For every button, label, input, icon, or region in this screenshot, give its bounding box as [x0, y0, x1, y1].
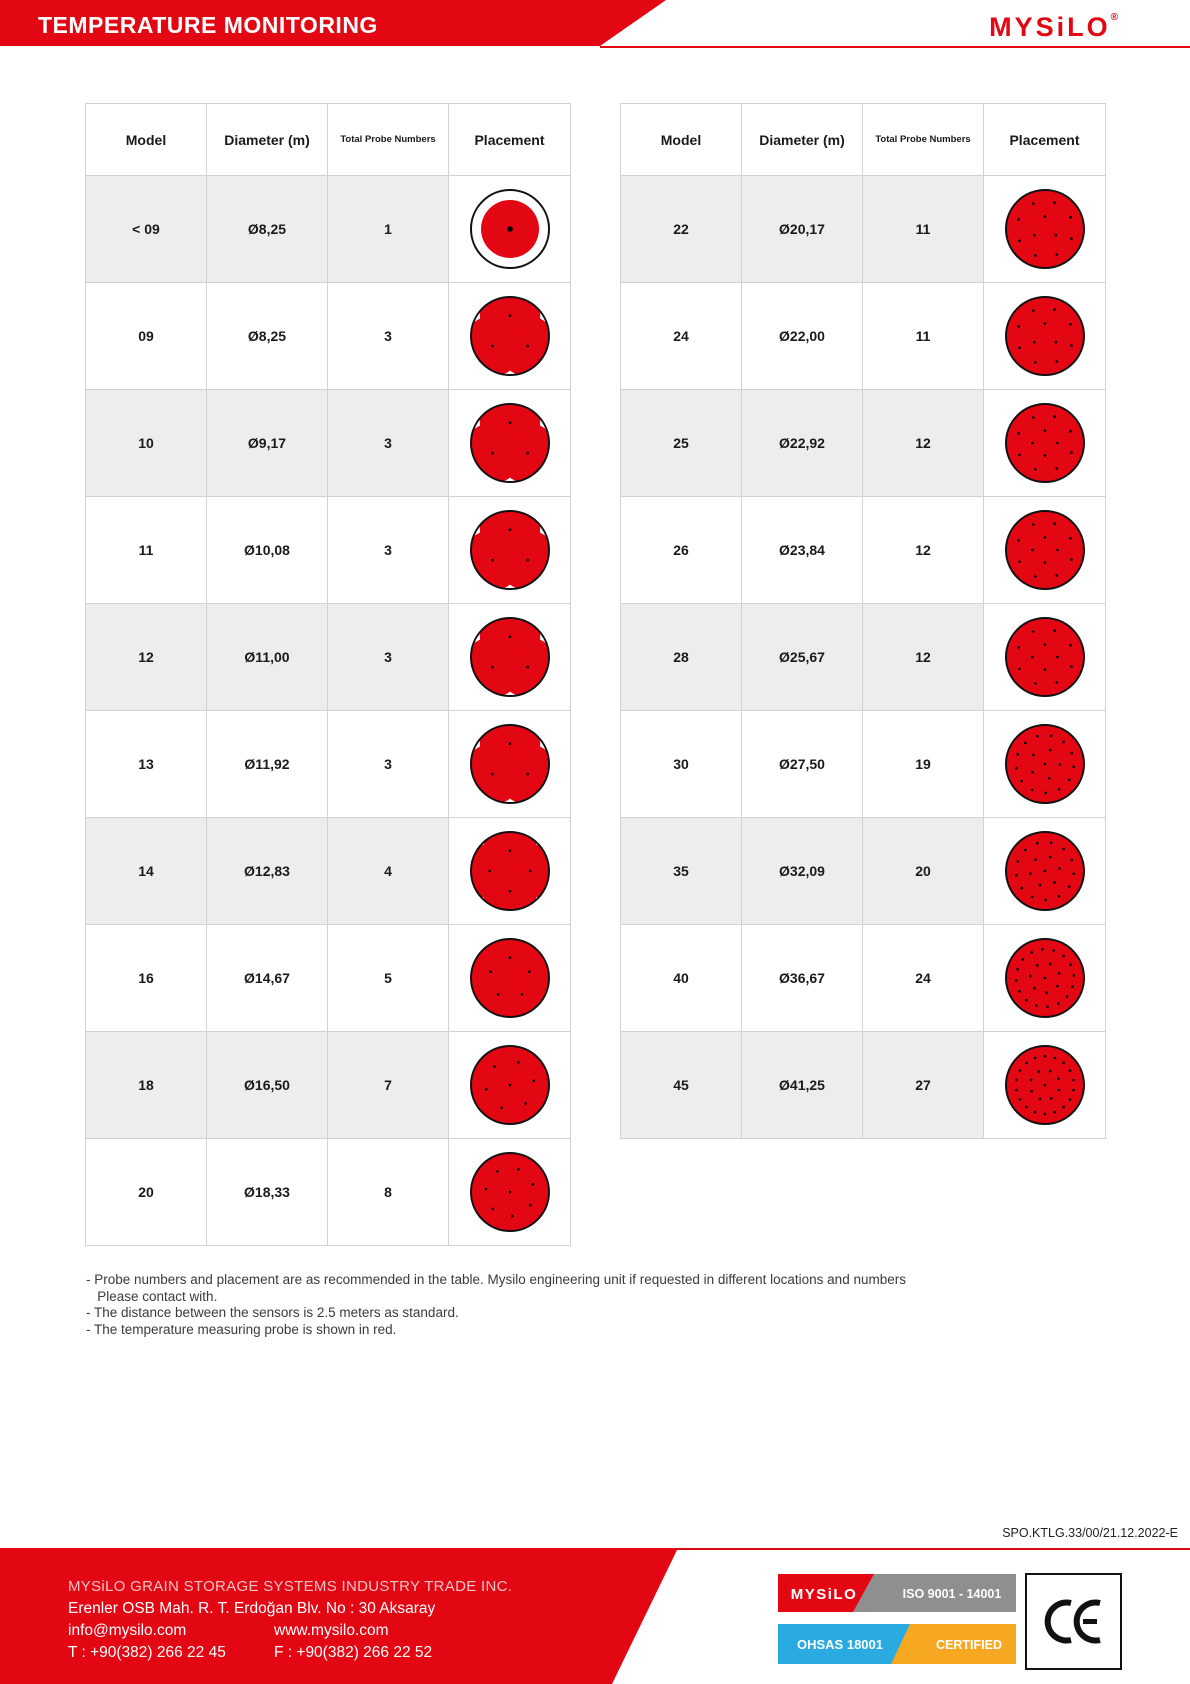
note-line: - Probe numbers and placement are as recommended in the table. Mysilo engineering unit if requested in different locations and numbers [86, 1272, 906, 1287]
probe-count-cell: 7 [328, 1032, 449, 1139]
probe-count-cell: 20 [863, 818, 984, 925]
silo-probe-layout-icon [1003, 722, 1087, 806]
footer-email: info@mysilo.com [68, 1622, 187, 1639]
model-cell: 30 [621, 711, 742, 818]
silo-probe-layout-icon [468, 187, 552, 271]
note-line: - The distance between the sensors is 2.5 meters as standard. [86, 1305, 459, 1320]
model-cell: 09 [86, 283, 207, 390]
document-code: SPO.KTLG.33/00/21.12.2022-E [1002, 1526, 1178, 1540]
model-cell: 26 [621, 497, 742, 604]
table-row [86, 818, 571, 925]
placement-cell [449, 604, 571, 711]
placement-cell [984, 390, 1106, 497]
table-row [621, 1032, 1106, 1139]
footer-contact [68, 1576, 512, 1664]
col-probes: Total Probe Numbers [863, 104, 984, 176]
silo-probe-layout-icon [468, 936, 552, 1020]
placement-cell [449, 925, 571, 1032]
diameter-cell: Ø8,25 [207, 283, 328, 390]
table-row [621, 711, 1106, 818]
diameter-cell: Ø22,00 [742, 283, 863, 390]
placement-cell [449, 283, 571, 390]
table-row [86, 711, 571, 818]
cert-iso: ISO 9001 - 14001 [902, 1587, 1002, 1601]
col-probes: Total Probe Numbers [328, 104, 449, 176]
table-row [621, 818, 1106, 925]
table-row [86, 497, 571, 604]
model-cell: 35 [621, 818, 742, 925]
footer-address: Erenler OSB Mah. R. T. Erdoğan Blv. No : 30 Aksaray [68, 1600, 436, 1617]
model-cell: 20 [86, 1139, 207, 1246]
diameter-cell: Ø20,17 [742, 176, 863, 283]
silo-probe-layout-icon [468, 615, 552, 699]
footer-phone: T : +90(382) 266 22 45 [68, 1644, 226, 1661]
probe-count-cell: 3 [328, 283, 449, 390]
probe-count-cell: 8 [328, 1139, 449, 1246]
model-cell: 11 [86, 497, 207, 604]
placement-cell [984, 176, 1106, 283]
diameter-cell: Ø11,92 [207, 711, 328, 818]
model-cell: 12 [86, 604, 207, 711]
probe-count-cell: 3 [328, 604, 449, 711]
diameter-cell: Ø23,84 [742, 497, 863, 604]
silo-probe-layout-icon [1003, 936, 1087, 1020]
placement-cell [449, 497, 571, 604]
model-cell: 10 [86, 390, 207, 497]
note-line: Please contact with. [86, 1288, 218, 1304]
silo-probe-layout-icon [1003, 1043, 1087, 1127]
model-cell: 25 [621, 390, 742, 497]
diameter-cell: Ø12,83 [207, 818, 328, 925]
col-model: Model [86, 104, 207, 176]
probe-table-right [620, 103, 1106, 1139]
placement-cell [984, 818, 1106, 925]
silo-probe-layout-icon [468, 401, 552, 485]
silo-probe-layout-icon [468, 294, 552, 378]
diameter-cell: Ø11,00 [207, 604, 328, 711]
silo-probe-layout-icon [468, 829, 552, 913]
table-row [621, 604, 1106, 711]
probe-count-cell: 12 [863, 604, 984, 711]
placement-cell [984, 497, 1106, 604]
table-row [86, 1032, 571, 1139]
silo-probe-layout-icon [1003, 508, 1087, 592]
ce-mark-icon [1027, 1575, 1120, 1668]
note-line: - The temperature measuring probe is shown in red. [86, 1321, 397, 1337]
probe-count-cell: 24 [863, 925, 984, 1032]
silo-probe-layout-icon [1003, 294, 1087, 378]
col-model: Model [621, 104, 742, 176]
silo-probe-layout-icon [468, 508, 552, 592]
table-header-row [86, 104, 571, 176]
ce-mark-box [1025, 1573, 1122, 1670]
silo-probe-layout-icon [1003, 615, 1087, 699]
diameter-cell: Ø22,92 [742, 390, 863, 497]
placement-cell [984, 283, 1106, 390]
diameter-cell: Ø9,17 [207, 390, 328, 497]
model-cell: 40 [621, 925, 742, 1032]
probe-count-cell: 4 [328, 818, 449, 925]
placement-cell [984, 711, 1106, 818]
notes [86, 1272, 906, 1338]
table-row [621, 390, 1106, 497]
model-cell: 22 [621, 176, 742, 283]
footer-company: MYSiLO GRAIN STORAGE SYSTEMS INDUSTRY TRADE INC. [68, 1578, 513, 1595]
table-row [86, 1139, 571, 1246]
footer-website: www.mysilo.com [274, 1622, 389, 1639]
placement-cell [449, 711, 571, 818]
probe-count-cell: 27 [863, 1032, 984, 1139]
diameter-cell: Ø25,67 [742, 604, 863, 711]
table-row [86, 176, 571, 283]
probe-count-cell: 12 [863, 390, 984, 497]
model-cell: 14 [86, 818, 207, 925]
placement-cell [984, 925, 1106, 1032]
cert-certified: CERTIFIED [936, 1638, 1002, 1652]
probe-count-cell: 1 [328, 176, 449, 283]
diameter-cell: Ø16,50 [207, 1032, 328, 1139]
probe-count-cell: 19 [863, 711, 984, 818]
table-row [86, 604, 571, 711]
probe-table-left [85, 103, 571, 1246]
silo-probe-layout-icon [1003, 401, 1087, 485]
cert-ohsas: OHSAS 18001 [797, 1637, 883, 1652]
probe-count-cell: 11 [863, 283, 984, 390]
table-row [86, 390, 571, 497]
table-row [621, 925, 1106, 1032]
table-row [621, 497, 1106, 604]
model-cell: 28 [621, 604, 742, 711]
table-row [86, 283, 571, 390]
col-placement: Placement [449, 104, 571, 176]
certificate-badges [778, 1574, 1018, 1666]
placement-cell [449, 1139, 571, 1246]
table-header-row [621, 104, 1106, 176]
diameter-cell: Ø32,09 [742, 818, 863, 925]
diameter-cell: Ø18,33 [207, 1139, 328, 1246]
diameter-cell: Ø8,25 [207, 176, 328, 283]
model-cell: 18 [86, 1032, 207, 1139]
placement-cell [984, 1032, 1106, 1139]
model-cell: 13 [86, 711, 207, 818]
placement-cell [449, 390, 571, 497]
diameter-cell: Ø36,67 [742, 925, 863, 1032]
placement-cell [449, 818, 571, 925]
probe-count-cell: 3 [328, 497, 449, 604]
brand-logo: MYSiLO® [989, 12, 1118, 42]
diameter-cell: Ø14,67 [207, 925, 328, 1032]
diameter-cell: Ø27,50 [742, 711, 863, 818]
probe-count-cell: 12 [863, 497, 984, 604]
diameter-cell: Ø41,25 [742, 1032, 863, 1139]
probe-count-cell: 3 [328, 390, 449, 497]
col-placement: Placement [984, 104, 1106, 176]
table-row [621, 283, 1106, 390]
placement-cell [449, 176, 571, 283]
col-diameter: Diameter (m) [742, 104, 863, 176]
col-diameter: Diameter (m) [207, 104, 328, 176]
table-row [621, 176, 1106, 283]
placement-cell [984, 604, 1106, 711]
diameter-cell: Ø10,08 [207, 497, 328, 604]
placement-cell [449, 1032, 571, 1139]
probe-count-cell: 11 [863, 176, 984, 283]
silo-probe-layout-icon [1003, 829, 1087, 913]
model-cell: 16 [86, 925, 207, 1032]
model-cell: 45 [621, 1032, 742, 1139]
silo-probe-layout-icon [1003, 187, 1087, 271]
probe-count-cell: 3 [328, 711, 449, 818]
silo-probe-layout-icon [468, 1150, 552, 1234]
probe-count-cell: 5 [328, 925, 449, 1032]
page-title: TEMPERATURE MONITORING [38, 12, 378, 38]
cert-brand: MYSiLO [790, 1586, 858, 1603]
model-cell: 24 [621, 283, 742, 390]
silo-probe-layout-icon [468, 1043, 552, 1127]
footer-fax: F : +90(382) 266 22 52 [274, 1644, 433, 1661]
silo-probe-layout-icon [468, 722, 552, 806]
table-row [86, 925, 571, 1032]
model-cell: < 09 [86, 176, 207, 283]
